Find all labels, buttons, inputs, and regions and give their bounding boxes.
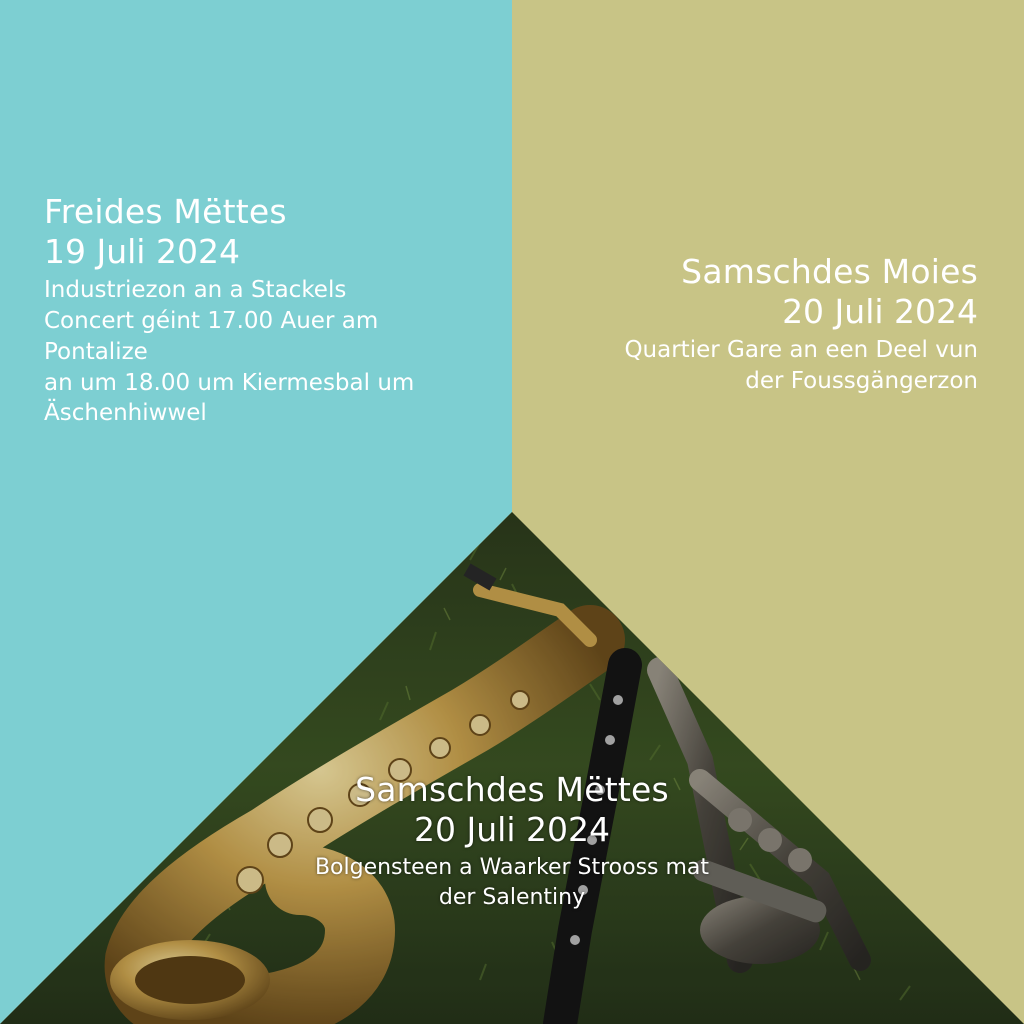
right-detail-line: der Foussgängerzon bbox=[745, 368, 978, 394]
bottom-detail-line: Bolgensteen a Waarker Strooss mat bbox=[314, 855, 710, 881]
bottom-detail-line: der Salentiny bbox=[438, 884, 586, 910]
left-date-heading: 19 Juli 2024 bbox=[44, 231, 240, 271]
right-day-heading: Samschdes Moies bbox=[681, 252, 978, 291]
left-detail-line: Äschenhiwwel bbox=[44, 400, 207, 427]
left-detail-line: Pontalize bbox=[44, 338, 148, 365]
right-date-heading: 20 Juli 2024 bbox=[782, 291, 978, 331]
left-detail-line: Concert géint 17.00 Auer am bbox=[44, 308, 379, 334]
bottom-day-heading: Samschdes Mëttes bbox=[355, 770, 669, 809]
left-panel bbox=[44, 192, 484, 429]
left-detail-line: an um 18.00 um Kiermesbal um bbox=[44, 369, 415, 396]
right-detail-line: Quartier Gare an een Deel vun bbox=[624, 337, 978, 364]
left-day-heading: Freides Mëttes bbox=[44, 192, 287, 231]
bottom-date-heading: 20 Juli 2024 bbox=[414, 809, 610, 849]
right-panel bbox=[508, 252, 978, 397]
bottom-panel bbox=[262, 770, 762, 912]
left-detail-line: Industriezon an a Stackels bbox=[44, 277, 347, 304]
